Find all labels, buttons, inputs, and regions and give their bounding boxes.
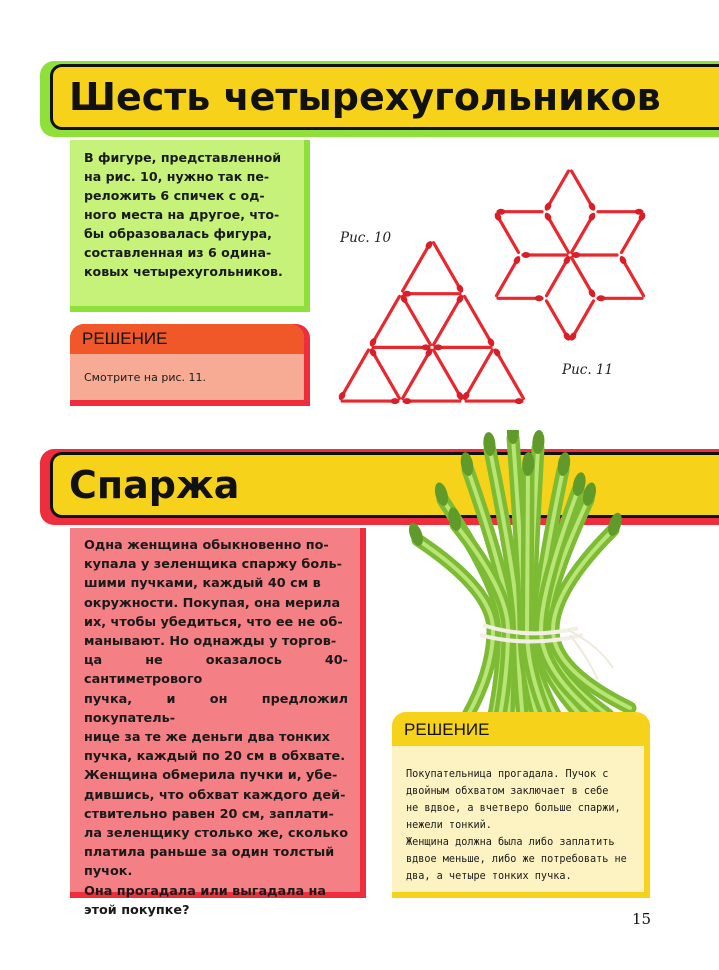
- solution-line: не вдвое, а вчетверо больше спаржи,: [406, 803, 621, 814]
- task-line: Она прогадала или выгадала на: [84, 883, 327, 899]
- task-line: ковых четырехугольников.: [84, 264, 283, 279]
- task-line: дившись, что обхват каждого дей-: [84, 787, 346, 803]
- solution-line: вдвое меньше, либо же потребовать не: [406, 854, 627, 865]
- task-line: Женщина обмерила пучки и, убе-: [84, 768, 338, 784]
- task-line: платила раньше за один толстый: [84, 845, 335, 861]
- task-line: составленная из 6 одина-: [84, 245, 272, 260]
- task-line: ца не оказалось 40-сантиметрового: [84, 653, 348, 688]
- asparagus-bunch-photo: [398, 430, 658, 720]
- solution-line: Покупательница прогадала. Пучок с: [406, 769, 609, 780]
- task-line: купала у зеленщика спаржу боль-: [84, 557, 342, 573]
- task-line: нице за те же деньги два тонких: [84, 730, 330, 746]
- title-bar-1: [50, 64, 719, 130]
- task-line: пучка, и он предложил покупатель-: [84, 691, 348, 726]
- figure-label-11: Рис. 11: [562, 362, 614, 378]
- task-line: этой покупке?: [84, 902, 190, 918]
- task-line: В фигуре, представленной: [84, 150, 282, 165]
- page-number: 15: [632, 910, 652, 928]
- task-line: ствительно равен 20 см, заплати-: [84, 806, 334, 822]
- solution-line: двойным обхватом заключает в себе: [406, 786, 609, 797]
- solution-line: два, а четыре тонких пучка.: [406, 871, 572, 882]
- solution-line: Женщина должна была либо заплатить: [406, 837, 615, 848]
- solution-box-1: [70, 324, 304, 400]
- solution-text-2: [406, 766, 638, 885]
- task-text-2: [84, 536, 348, 920]
- figure-label-10: Рис. 10: [340, 230, 392, 246]
- section-title-1: Шесть четырехугольников: [69, 75, 661, 119]
- task-line: манывают. Но однажды у торгов-: [84, 634, 337, 650]
- matchstick-star-figure: [480, 155, 665, 345]
- task-line: пучок.: [84, 864, 133, 880]
- solution-header-2: РЕШЕНИЕ: [392, 712, 644, 746]
- task-line: Одна женщина обыкновенно по-: [84, 538, 329, 553]
- task-line: на рис. 10, нужно так пе-: [84, 169, 270, 184]
- task-box-2: [70, 528, 360, 918]
- section-title-2: Спаржа: [69, 463, 240, 507]
- task-box-1: [70, 140, 304, 306]
- task-line: ного места на другое, что-: [84, 207, 280, 222]
- solution-box-2: [392, 712, 644, 892]
- task-line: пучка, каждый по 20 см в обхвате.: [84, 749, 346, 765]
- task-line: окружности. Покупая, она мерила: [84, 595, 341, 611]
- task-text-1: [84, 148, 295, 281]
- task-line: шими пучками, каждый 40 см в: [84, 576, 321, 592]
- solution-text-1: Смотрите на рис. 11.: [84, 371, 207, 384]
- task-line: ла зеленщику столько же, сколько: [84, 826, 348, 842]
- solution-line: нежели тонкий.: [406, 820, 492, 831]
- solution-header-1: РЕШЕНИЕ: [70, 324, 304, 354]
- task-line: бы образовалась фигура,: [84, 226, 272, 241]
- task-line: их, чтобы убедиться, что ее не об-: [84, 614, 343, 630]
- task-line: реложить 6 спичек с од-: [84, 188, 265, 203]
